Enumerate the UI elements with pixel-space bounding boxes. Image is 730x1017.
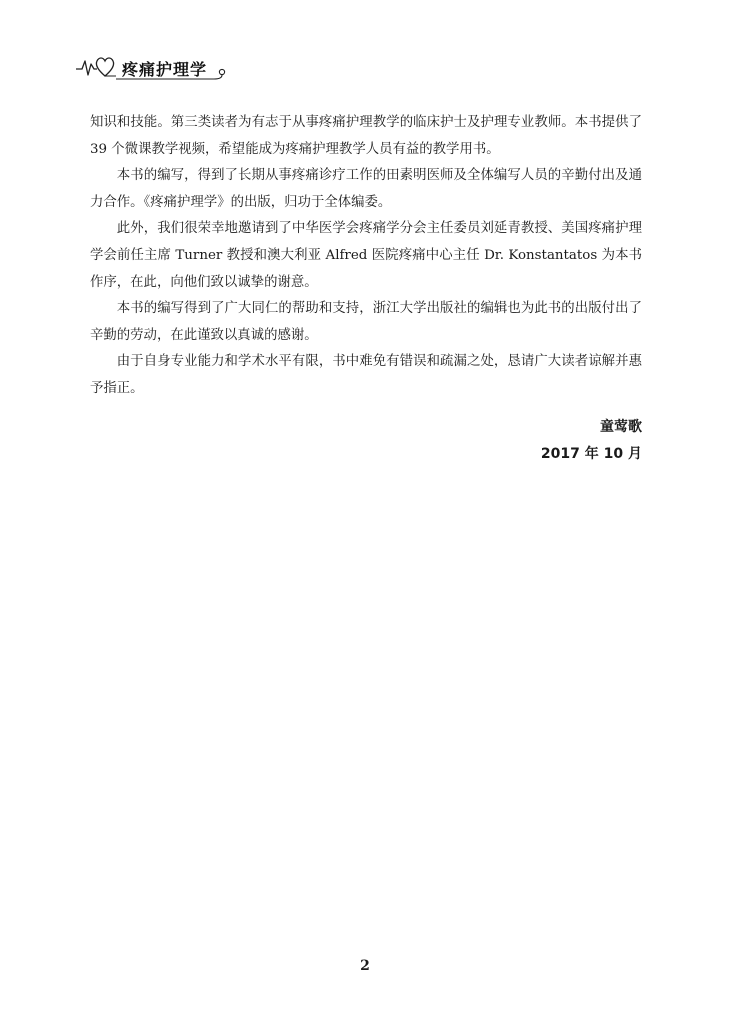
signature-block — [541, 414, 642, 468]
signature-date: 2017 年 10 月 — [540, 446, 642, 462]
paragraph-3: 此外，我们很荣幸地邀请到了中华医学会疼痛学分会主任委员刘延青教授、美国疼痛护理学会前任主席 Turner 教授和澳大利亚 Alfred 医院疼痛中心主任 Dr. Konstantatos 为本书作序，在此，向他们致以诚挚的谢意。 — [90, 221, 642, 290]
paragraph-5: 由于自身专业能力和学术水平有限，书中难免有错误和疏漏之处，恳请广大读者谅解并惠予指正。 — [90, 354, 642, 396]
paragraph-4: 本书的编写得到了广大同仁的帮助和支持，浙江大学出版社的编辑也为此书的出版付出了辛勤的劳动，在此谨致以真诚的感谢。 — [90, 301, 642, 343]
header-title: 疼痛护理学 — [122, 60, 208, 79]
running-header — [76, 48, 236, 84]
page-number: 2 — [360, 958, 370, 974]
paragraph-1: 知识和技能。第三类读者为有志于从事疼痛护理教学的临床护士及护理专业教师。本书提供了 39 个微课教学视频，希望能成为疼痛护理教学人员有益的教学用书。 — [90, 115, 642, 157]
paragraph-2: 本书的编写，得到了长期从事疼痛诊疗工作的田素明医师及全体编写人员的辛勤付出及通力合作。《疼痛护理学》的出版，归功于全体编委。 — [90, 168, 642, 210]
author-name: 童莺歌 — [600, 419, 642, 435]
body-text — [90, 110, 642, 403]
